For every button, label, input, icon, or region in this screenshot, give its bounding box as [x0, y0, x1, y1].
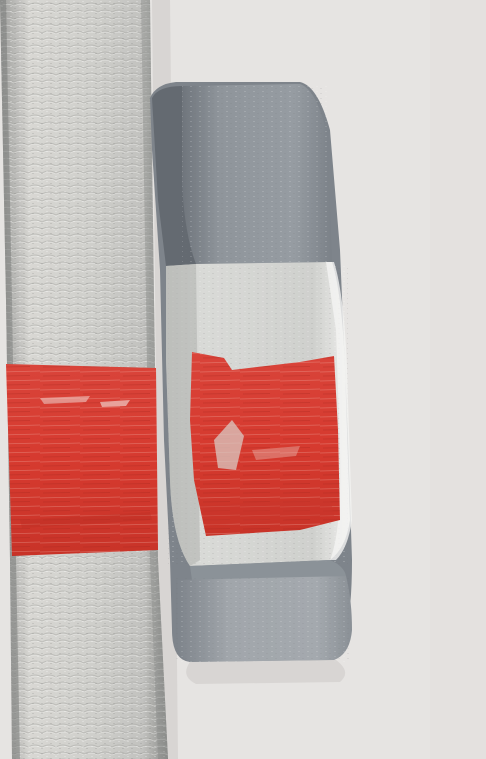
bolt-paint-marking — [6, 364, 158, 556]
nut-shadow — [186, 660, 345, 684]
nut — [150, 82, 352, 662]
background-shade — [430, 0, 486, 759]
nut-paint-marking — [190, 352, 340, 536]
